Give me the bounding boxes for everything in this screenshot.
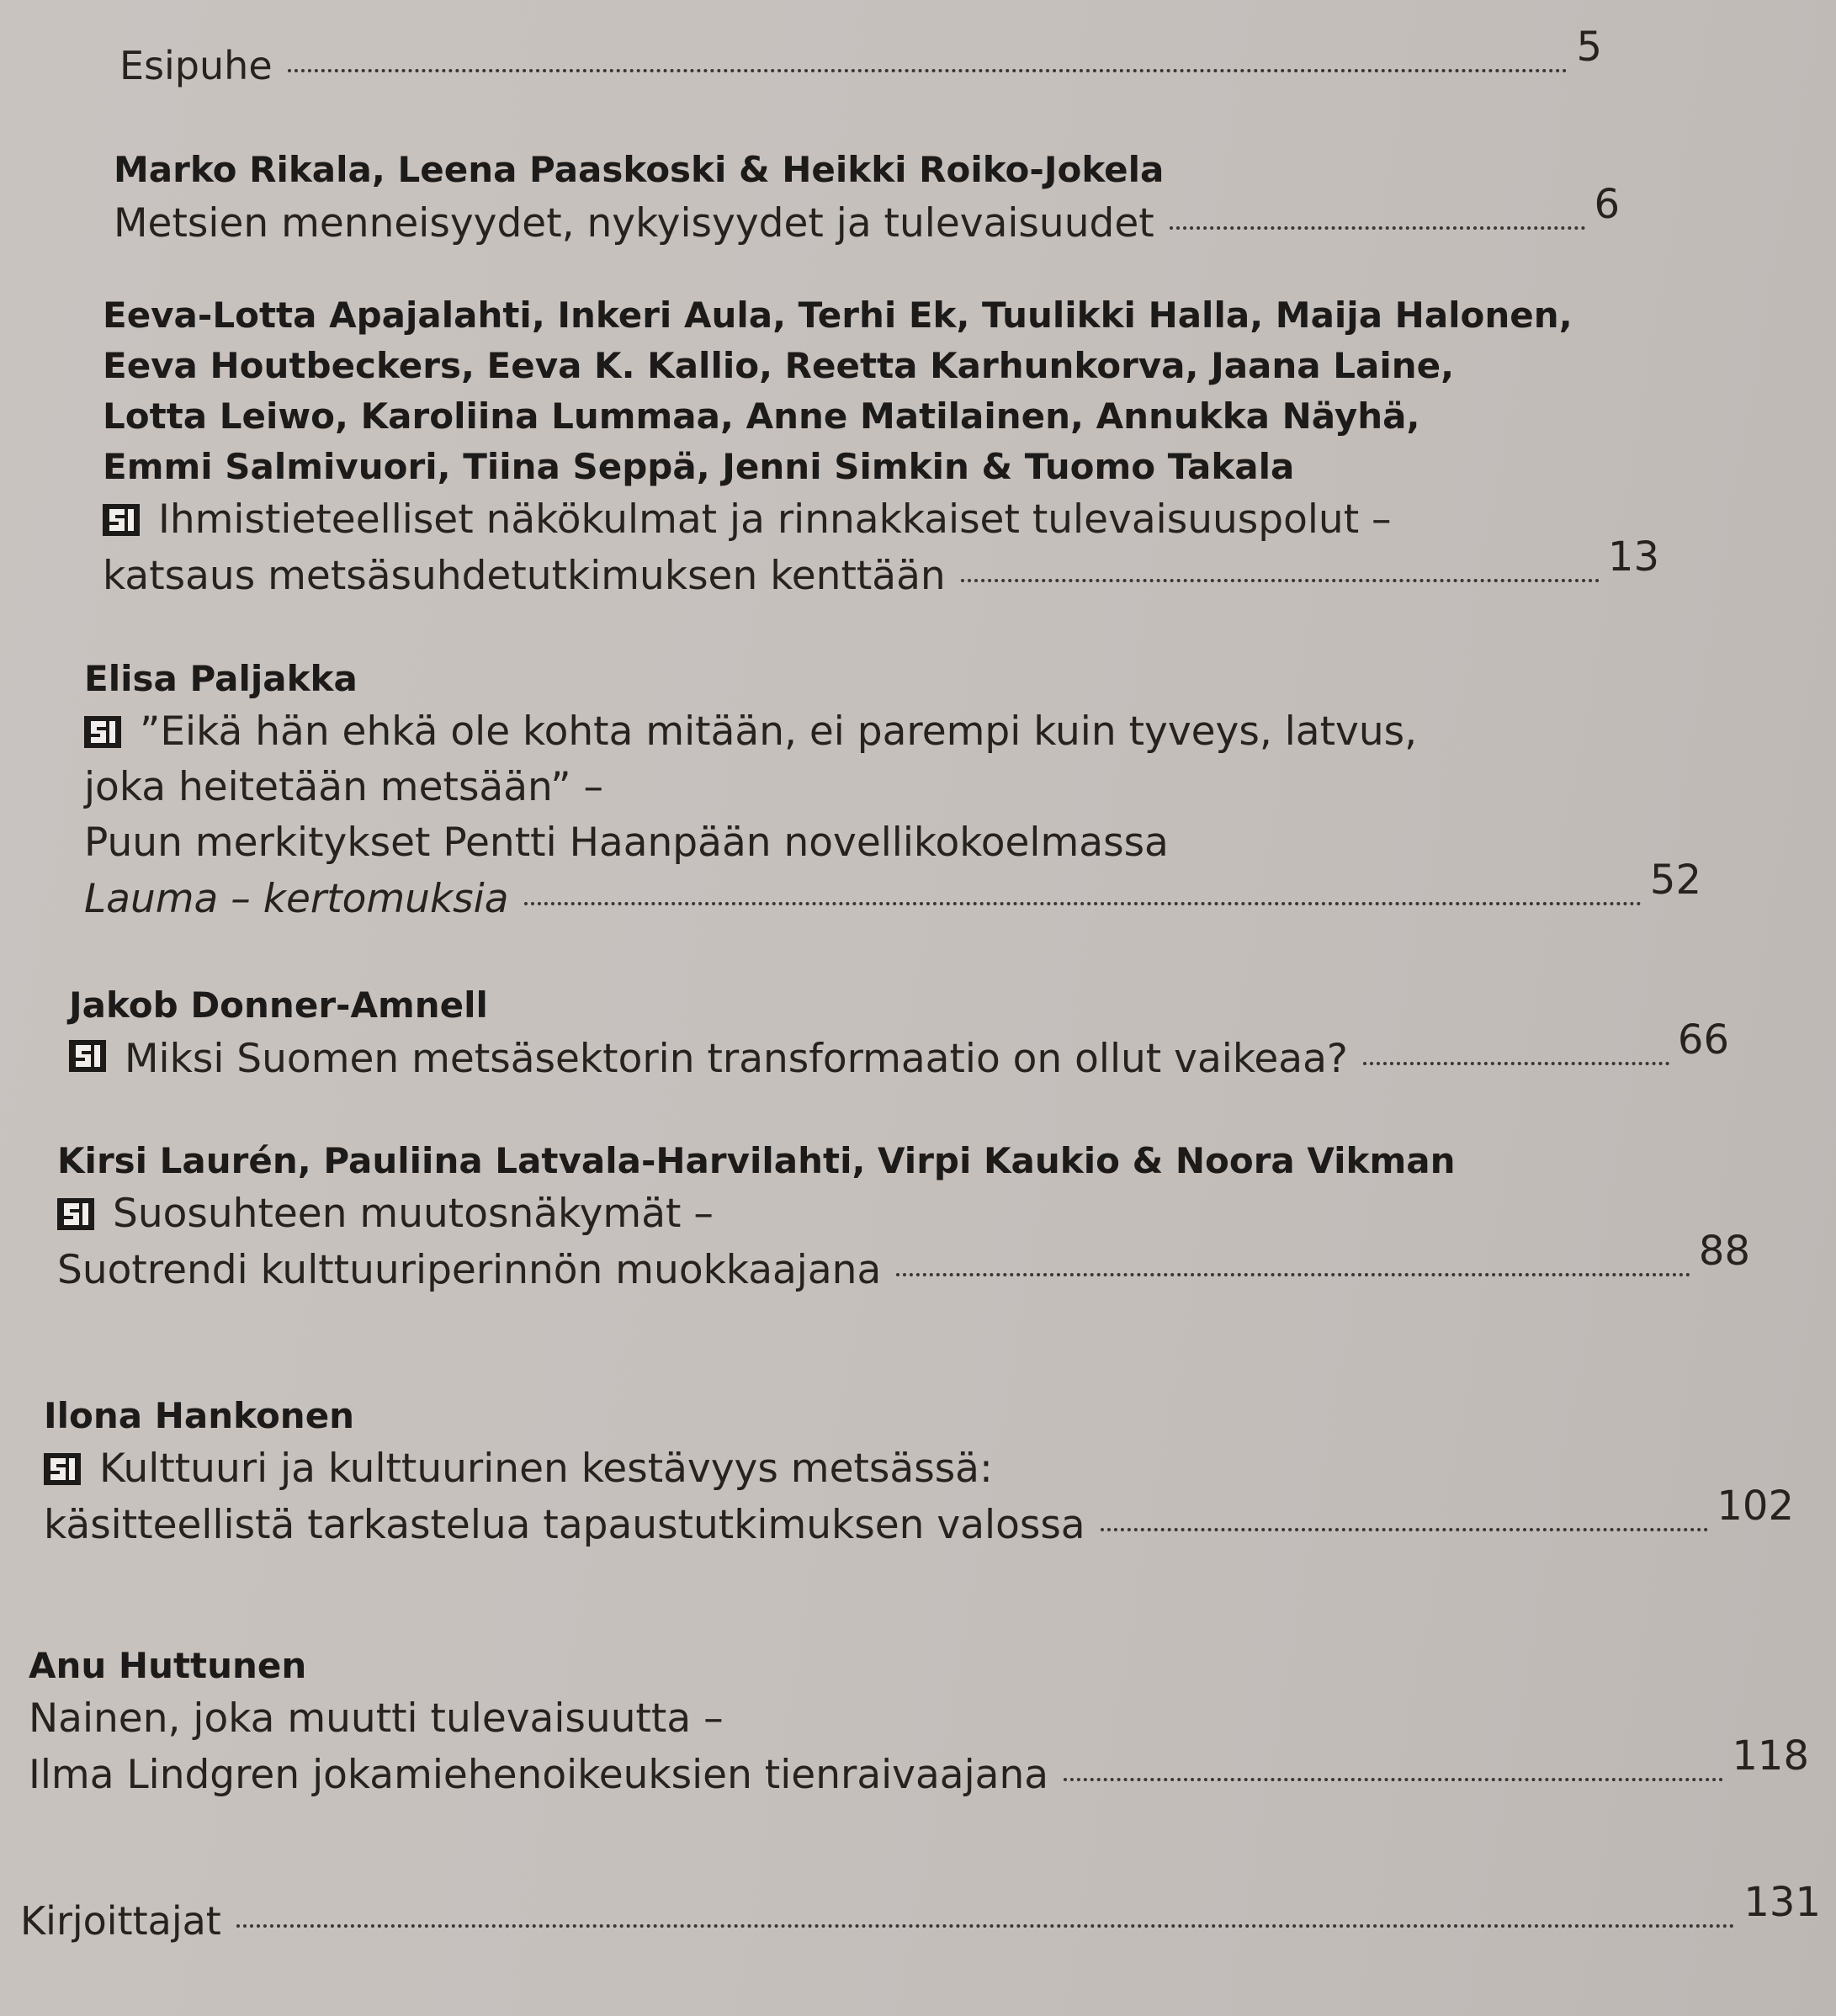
chapter-title: käsitteellistä tarkastelua tapaustutkimuksen valossa xyxy=(44,1502,1085,1548)
chapter-authors: Eeva Houtbeckers, Eeva K. Kallio, Reetta Karhunkorva, Jaana Laine, xyxy=(103,345,1455,386)
chapter-authors: Emmi Salmivuori, Tiina Seppä, Jenni Simkin & Tuomo Takala xyxy=(103,446,1295,487)
chapter-authors: Anu Huttunen xyxy=(29,1645,307,1686)
page-number: 13 xyxy=(1607,533,1659,581)
chapter-title: Puun merkitykset Pentti Haanpään novellikokoelmassa xyxy=(84,820,1169,866)
dot-leader xyxy=(896,1273,1690,1276)
dot-leader xyxy=(1363,1062,1669,1065)
chapter-title-line xyxy=(57,1228,1750,1298)
dot-leader xyxy=(236,1924,1736,1928)
chapter-title-line xyxy=(103,492,1659,548)
chapter-title: Ilma Lindgren jokamiehenoikeuksien tienraivaajana xyxy=(29,1752,1049,1798)
page-number: 88 xyxy=(1698,1228,1750,1275)
contributors-title: Kirjoittajat xyxy=(20,1898,221,1944)
chapter-authors: Marko Rikala, Leena Paaskoski & Heikki Roiko-Jokela xyxy=(114,149,1165,190)
chapter-title-line xyxy=(84,704,1701,760)
chapter-title: ”Eikä hän ehkä ole kohta mitään, ei parempi kuin tyveys, latvus, xyxy=(140,708,1418,755)
chapter-title-line xyxy=(57,1186,1750,1242)
peer-reviewed-mark-icon xyxy=(69,1040,106,1072)
chapter-title: Suosuhteen muutosnäkymät – xyxy=(113,1191,714,1237)
chapter-title-line xyxy=(29,1732,1809,1803)
toc-entry-chapter-4 xyxy=(69,980,1729,1087)
chapter-title-line xyxy=(84,815,1701,871)
dot-leader xyxy=(1064,1778,1723,1781)
chapter-title: Nainen, joka muutti tulevaisuutta – xyxy=(29,1695,724,1742)
chapter-title: Suotrendi kulttuuriperinnön muokkaajana xyxy=(57,1247,882,1293)
chapter-title: Kulttuuri ja kulttuurinen kestävyys metsässä: xyxy=(99,1446,993,1492)
chapter-title: joka heitetään metsään” – xyxy=(84,764,604,810)
chapter-title-line xyxy=(29,1691,1809,1747)
dot-leader xyxy=(1101,1528,1709,1531)
peer-reviewed-mark-icon xyxy=(84,716,121,748)
toc-entry-chapter-1 xyxy=(114,145,1620,252)
toc-entry-chapter-3 xyxy=(84,654,1701,927)
toc-entry-chapter-5 xyxy=(57,1136,1750,1298)
toc-entry-line xyxy=(20,1879,1821,1949)
peer-reviewed-mark-icon xyxy=(57,1198,94,1230)
chapter-authors: Kirsi Laurén, Pauliina Latvala-Harvilahti, Virpi Kaukio & Noora Vikman xyxy=(57,1140,1456,1181)
chapter-title-line xyxy=(44,1483,1794,1553)
peer-reviewed-mark-icon xyxy=(103,504,140,536)
chapter-title-line xyxy=(69,1016,1729,1087)
chapter-title-italic: Lauma – kertomuksia xyxy=(84,876,509,922)
dot-leader xyxy=(524,902,1642,905)
dot-leader xyxy=(961,579,1600,582)
page-number: 52 xyxy=(1649,857,1701,904)
page-number: 6 xyxy=(1594,181,1620,228)
toc-entry-foreword xyxy=(119,24,1602,93)
chapter-authors: Elisa Paljakka xyxy=(84,658,358,699)
dot-leader xyxy=(288,69,1568,72)
toc-entry-contributors xyxy=(20,1879,1821,1949)
page-number: 131 xyxy=(1743,1879,1821,1926)
toc-entry-line xyxy=(119,24,1602,93)
page-number: 102 xyxy=(1717,1483,1794,1530)
chapter-authors: Lotta Leiwo, Karoliina Lummaa, Anne Matilainen, Annukka Näyhä, xyxy=(103,395,1420,437)
chapter-title: Ihmistieteelliset näkökulmat ja rinnakkaiset tulevaisuuspolut – xyxy=(158,496,1392,543)
chapter-title-line xyxy=(84,857,1701,927)
chapter-title-line xyxy=(44,1441,1794,1497)
chapter-authors: Ilona Hankonen xyxy=(44,1395,355,1436)
page-number: 66 xyxy=(1677,1016,1729,1064)
chapter-title: Miksi Suomen metsäsektorin transformaatio on ollut vaikeaa? xyxy=(125,1036,1348,1082)
dot-leader xyxy=(1170,226,1586,230)
peer-reviewed-mark-icon xyxy=(44,1453,81,1485)
foreword-title: Esipuhe xyxy=(119,43,273,88)
chapter-title-line xyxy=(114,181,1620,252)
chapter-authors: Jakob Donner-Amnell xyxy=(69,984,488,1026)
chapter-title: katsaus metsäsuhdetutkimuksen kenttään xyxy=(103,553,946,599)
chapter-title: Metsien menneisyydet, nykyisyydet ja tulevaisuudet xyxy=(114,200,1154,247)
page-number: 118 xyxy=(1732,1732,1809,1780)
chapter-authors: Eeva-Lotta Apajalahti, Inkeri Aula, Terhi Ek, Tuulikki Halla, Maija Halonen, xyxy=(103,294,1573,336)
page-number: 5 xyxy=(1576,24,1602,71)
chapter-title-line xyxy=(103,533,1659,604)
toc-entry-chapter-6 xyxy=(44,1391,1794,1553)
chapter-title-line xyxy=(84,760,1701,815)
toc-entry-chapter-2 xyxy=(103,290,1659,604)
toc-entry-chapter-7 xyxy=(29,1641,1809,1803)
